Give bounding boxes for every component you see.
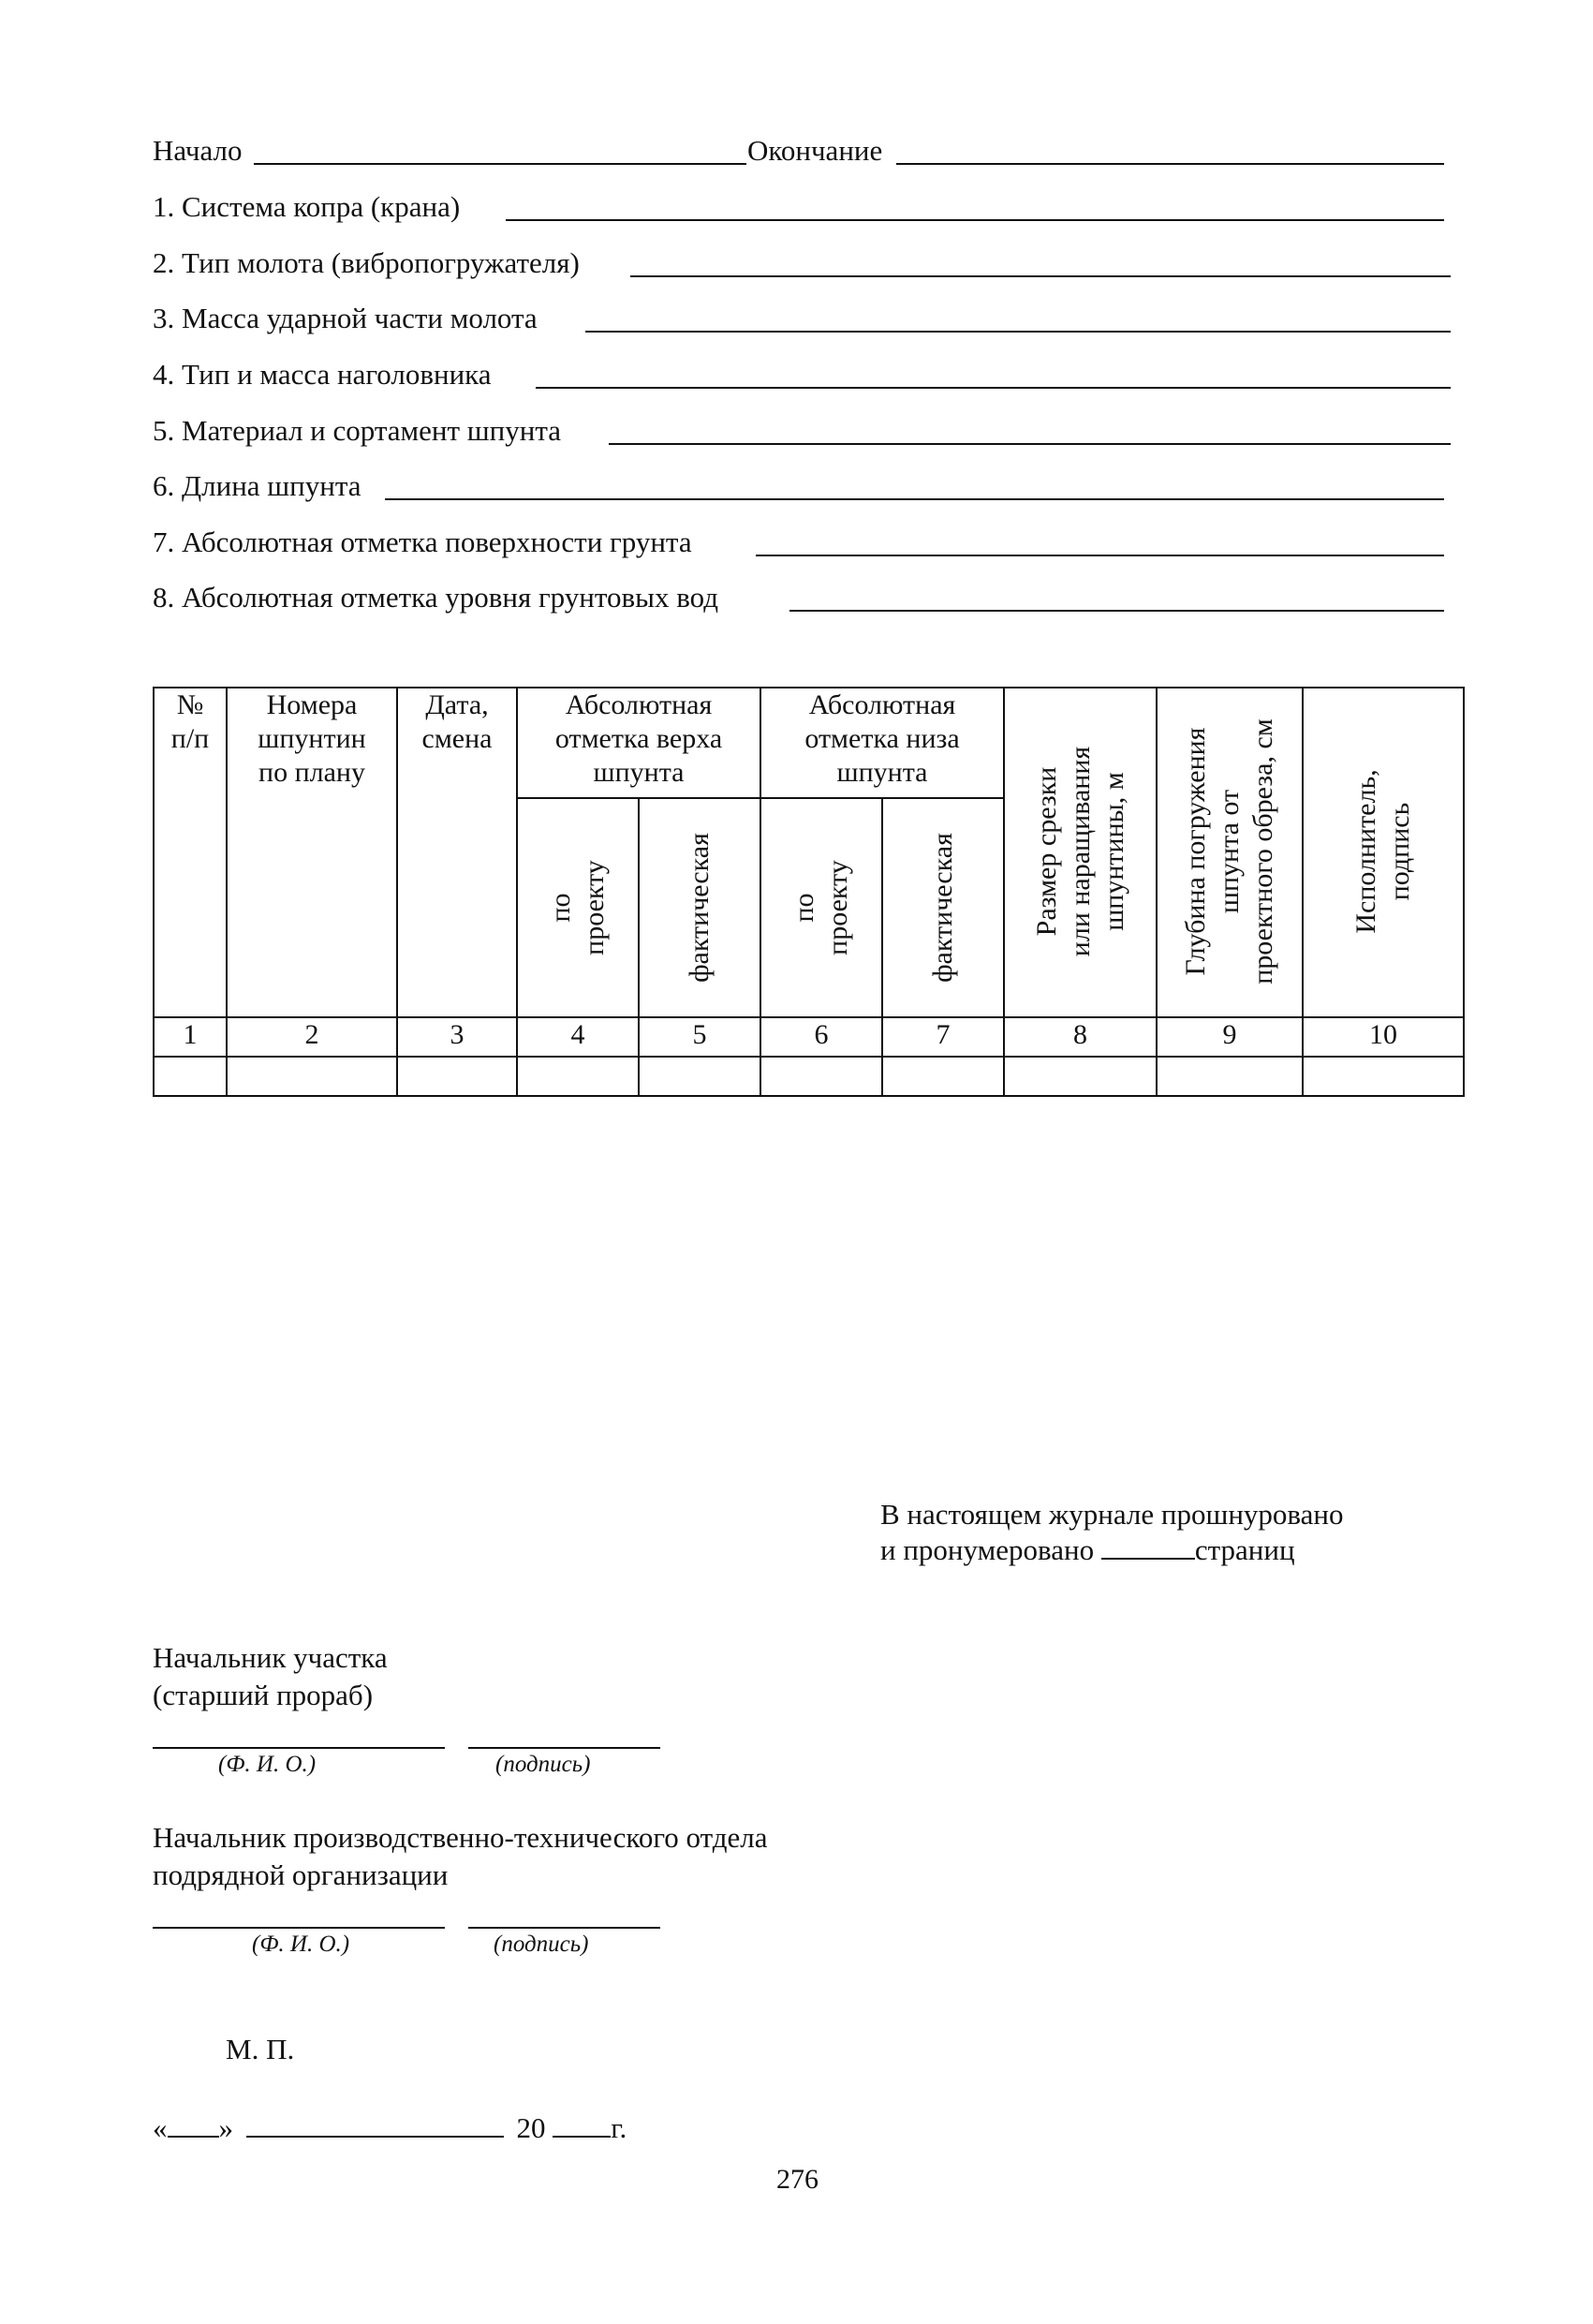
sub-header-design: по проекту <box>760 798 882 1017</box>
group-top-elevation-header <box>517 688 760 798</box>
column-number: 6 <box>760 1017 882 1057</box>
start-label: Начало <box>153 134 243 167</box>
col-cut-extension-header <box>1004 688 1157 1017</box>
column-number: 2 <box>227 1017 397 1057</box>
year-field[interactable] <box>553 2111 611 2138</box>
field-line[interactable] <box>585 331 1451 333</box>
sub-header-design: по проекту <box>517 798 639 1017</box>
signatory-title: Начальник производственно-технического отдела <box>153 1821 768 1854</box>
binding-note-line2: и пронумеровано страниц <box>880 1533 1295 1566</box>
header-text: шпунта <box>836 757 928 788</box>
header-text: Абсолютная <box>808 689 956 720</box>
column-number: 10 <box>1303 1017 1464 1057</box>
field-label: 4. Тип и масса наголовника <box>153 358 492 391</box>
signatory-subtitle: подрядной организации <box>153 1858 449 1891</box>
header-text: отметка верха <box>554 723 723 754</box>
signatory-subtitle: (старший прораб) <box>153 1679 374 1711</box>
signature-field[interactable] <box>468 1747 660 1749</box>
day-field[interactable] <box>168 2111 219 2138</box>
page-count-field[interactable] <box>1101 1533 1195 1560</box>
field-line[interactable] <box>385 498 1444 500</box>
header-text: шпунтин <box>258 723 366 754</box>
table-cell[interactable] <box>397 1057 517 1096</box>
col-executor-header <box>1303 688 1464 1017</box>
col-number-header <box>154 688 227 1017</box>
table-cell[interactable] <box>517 1057 639 1096</box>
month-field[interactable] <box>246 2111 504 2138</box>
end-label: Окончание <box>747 134 883 167</box>
table-cell[interactable] <box>882 1057 1004 1096</box>
stamp-place: М. П. <box>226 2033 295 2065</box>
sub-header-actual: фактическая <box>882 798 1004 1017</box>
table-cell[interactable] <box>154 1057 227 1096</box>
header-text: Номера <box>266 689 358 720</box>
field-label: 7. Абсолютная отметка поверхности грунта <box>153 525 692 558</box>
column-number-row <box>154 1017 1464 1057</box>
column-number: 7 <box>882 1017 1004 1057</box>
field-line[interactable] <box>630 275 1451 277</box>
table-row <box>154 1057 1464 1096</box>
header-text: смена <box>421 723 493 754</box>
field-label: 5. Материал и сортамент шпунта <box>153 414 562 447</box>
pile-driving-journal-table <box>153 687 1465 1097</box>
col-date-shift-header <box>397 688 517 1017</box>
table-cell[interactable] <box>760 1057 882 1096</box>
col-pile-numbers-header <box>227 688 397 1017</box>
signature-caption: (подпись) <box>494 1932 589 1957</box>
page-number: 276 <box>776 2164 819 2195</box>
sub-header-actual: фактическая <box>639 798 760 1017</box>
field-label: 6. Длина шпунта <box>153 469 361 502</box>
table-cell[interactable] <box>227 1057 397 1096</box>
field-label: 8. Абсолютная отметка уровня грунтовых вод <box>153 581 719 614</box>
header-text: Дата, <box>425 689 489 720</box>
group-bottom-elevation-header <box>760 688 1004 798</box>
col-depth-header <box>1157 688 1303 1017</box>
field-line[interactable] <box>756 555 1444 556</box>
name-caption: (Ф. И. О.) <box>252 1932 350 1957</box>
field-line[interactable] <box>789 610 1444 612</box>
header-text: № <box>176 689 204 720</box>
header-vertical-text: Размер срезки или наращивания шпунтины, м <box>1030 746 1129 957</box>
header-text: по плану <box>258 757 365 788</box>
name-field[interactable] <box>153 1747 445 1749</box>
date-line: « » 20 г. <box>153 2111 627 2144</box>
header-text: п/п <box>170 723 210 754</box>
binding-note-line1: В настоящем журнале прошнуровано <box>880 1498 1344 1531</box>
end-field[interactable] <box>896 163 1444 165</box>
field-label: 2. Тип молота (вибропогружателя) <box>153 246 580 279</box>
name-field[interactable] <box>153 1927 445 1929</box>
header-text: шпунта <box>593 757 685 788</box>
table-cell[interactable] <box>639 1057 760 1096</box>
name-caption: (Ф. И. О.) <box>218 1752 317 1777</box>
header-vertical-text: Глубина погружения шпунта от проектного обреза, см <box>1180 718 1279 984</box>
column-number: 3 <box>397 1017 517 1057</box>
start-field[interactable] <box>254 163 746 165</box>
signatory-title: Начальник участка <box>153 1641 388 1674</box>
field-line[interactable] <box>536 387 1451 389</box>
signature-caption: (подпись) <box>495 1752 591 1777</box>
field-label: 1. Система копра (крана) <box>153 190 461 223</box>
table-cell[interactable] <box>1157 1057 1303 1096</box>
column-number: 1 <box>154 1017 227 1057</box>
header-vertical-text: Исполнитель, подпись <box>1350 769 1416 934</box>
table-cell[interactable] <box>1303 1057 1464 1096</box>
field-line[interactable] <box>609 443 1451 445</box>
header-text: отметка низа <box>804 723 960 754</box>
header-text: Абсолютная <box>565 689 713 720</box>
signature-field[interactable] <box>468 1927 660 1929</box>
field-line[interactable] <box>506 219 1444 221</box>
field-label: 3. Масса ударной части молота <box>153 302 538 334</box>
column-number: 5 <box>639 1017 760 1057</box>
column-number: 4 <box>517 1017 639 1057</box>
table-cell[interactable] <box>1004 1057 1157 1096</box>
column-number: 8 <box>1004 1017 1157 1057</box>
column-number: 9 <box>1157 1017 1303 1057</box>
